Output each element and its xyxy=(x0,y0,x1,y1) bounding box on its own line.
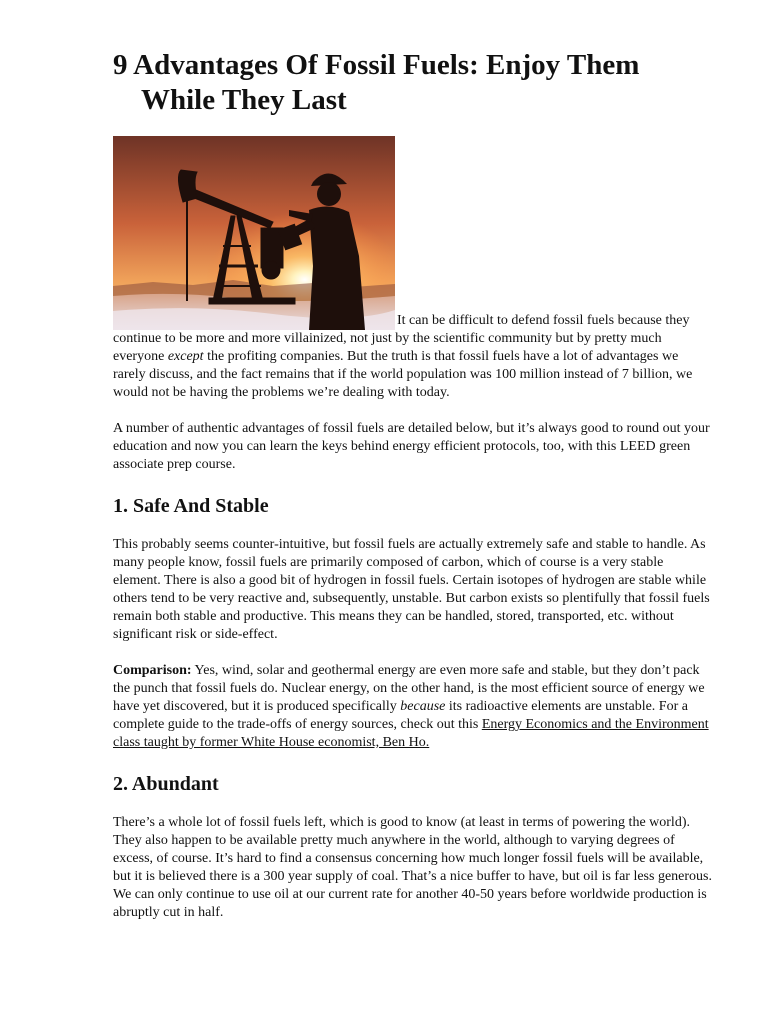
comparison-text-a: Yes, wind, solar and geothermal energy are even more safe and stable, but they don’t pack the punch that fossil fuels do. Nuclear energy, on the other hand, is the most efficient source of energy we have yet discovered, but it is produced specifically xyxy=(113,663,705,714)
section1-comparison-paragraph xyxy=(113,662,713,752)
section1-paragraph-1: This probably seems counter-intuitive, but fossil fuels are actually extremely safe and stable to handle. As many people know, fossil fuels are primarily composed of carbon, which of course is a very stable element. There is also a good bit of hydrogen in fossil fuels. Certain isotopes of hydrogen are stable while others tend to be very reactive and, subsequently, unstable. But carbon exists so plentifully that fossil fuels remain both stable and productive. This means they can be handled, stored, transported, etc. without significant risk or side-effect. xyxy=(113,537,710,642)
comparison-text-b: its radioactive elements are unstable. For a complete guide to the trade-offs of energy sources, check out this xyxy=(113,699,688,732)
intro-section xyxy=(113,136,713,474)
comparison-label: Comparison: xyxy=(113,663,192,678)
intro-text-b: the profiting companies. But the truth is that fossil fuels have a lot of advantages we rarely discuss, and the fact remains that if the world population was 100 million instead of 7 billion, we would not be having the problems we’re dealing with today. xyxy=(113,349,693,400)
intro-emphasis: except xyxy=(167,349,204,364)
energy-economics-course-link[interactable]: Energy Economics and the Environment class taught by former White House economist, Ben Ho. xyxy=(113,717,709,750)
hero-image xyxy=(113,136,395,330)
section-heading-abundant: 2. Abundant xyxy=(113,773,219,795)
comparison-emphasis: because xyxy=(400,699,446,714)
intro-paragraph-2: A number of authentic advantages of fossil fuels are detailed below, but it’s always good to round out your education and now you can learn the keys behind energy efficient protocols, too, with this LEED green associate prep course. xyxy=(113,421,710,472)
section-heading-safe-stable: 1. Safe And Stable xyxy=(113,495,269,517)
document-page xyxy=(113,48,713,922)
intro-text-a: It can be difficult to defend fossil fuels because they continue to be more and more villainized, not just by the scientific community but by pretty much everyone xyxy=(113,313,690,364)
section2-paragraph-1: There’s a whole lot of fossil fuels left, which is good to know (at least in terms of powering the world). They also happen to be available pretty much anywhere in the world, although to varying degrees of excess, of course. It’s hard to find a consensus concerning how much longer fossil fuels will be available, but it is believed there is a 300 year supply of coal. That’s a nice buffer to have, but oil is far less generous. We can only continue to use oil at our current rate for another 40-50 years before worldwide production is abruptly cut in half. xyxy=(113,815,712,920)
oil-pump-sunset-image xyxy=(113,136,395,330)
page-title: 9 Advantages Of Fossil Fuels: Enjoy Them While They Last xyxy=(113,49,640,116)
